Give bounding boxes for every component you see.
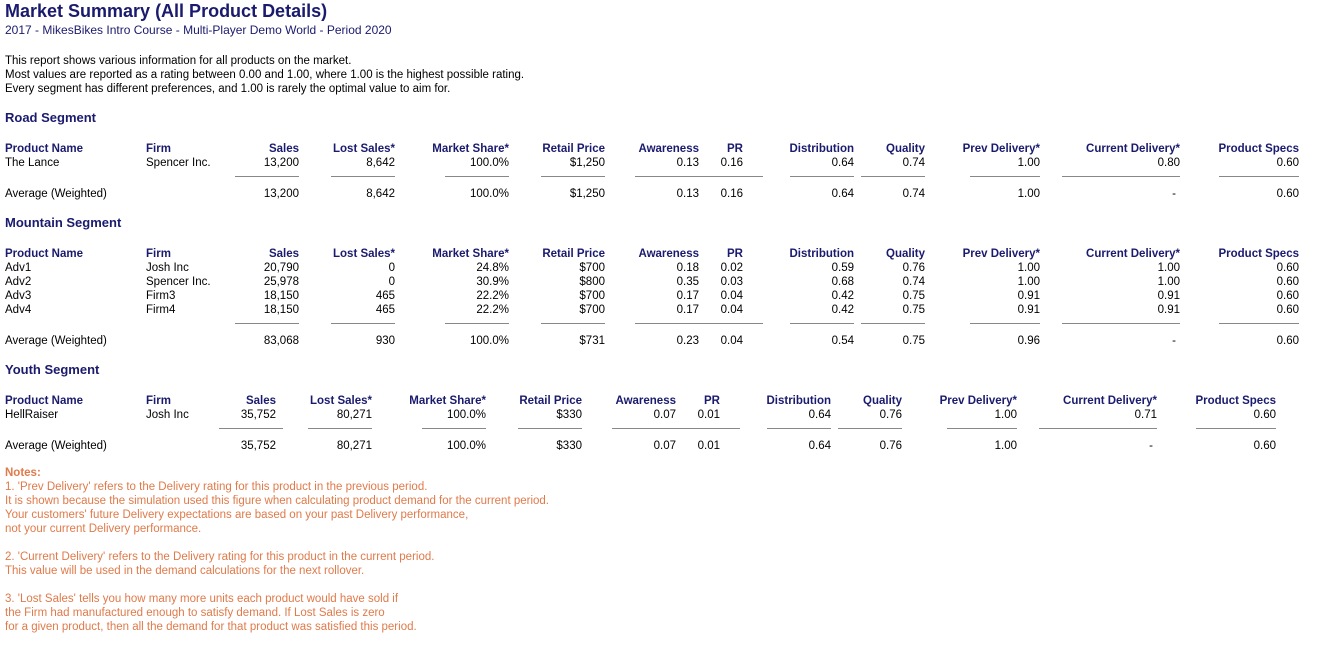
separator-row xyxy=(5,317,1299,331)
separator-line xyxy=(331,323,395,324)
column-header-sales: Sales xyxy=(245,395,276,407)
cell-retail-price: $330 xyxy=(556,409,582,421)
average-cell-product-name: Average (Weighted) xyxy=(5,335,107,347)
average-cell-retail-price: $731 xyxy=(579,335,605,347)
separator-line xyxy=(970,323,1040,324)
separator-cell xyxy=(925,170,1040,184)
separator-line xyxy=(1196,428,1276,429)
mountain-segment-table xyxy=(5,247,1299,348)
note-line: 2. 'Current Delivery' refers to the Delivery rating for this product in the current period. xyxy=(5,551,435,563)
column-header-sales: Sales xyxy=(268,143,299,155)
cell-distribution: 0.42 xyxy=(831,304,854,316)
cell-distribution: 0.59 xyxy=(831,262,854,274)
average-cell-sales: 35,752 xyxy=(240,440,276,452)
separator-line xyxy=(219,428,283,429)
cell-firm: Josh Inc xyxy=(146,262,189,274)
average-cell-firm xyxy=(146,331,219,348)
cell-pr: 0.01 xyxy=(697,409,720,421)
cell-awareness: 0.18 xyxy=(676,262,699,274)
average-cell-market-share: 100.0% xyxy=(469,335,509,347)
note-spacer xyxy=(5,536,549,550)
average-cell-product-name: Average (Weighted) xyxy=(5,188,107,200)
separator-cell xyxy=(509,317,605,331)
separator-cell xyxy=(146,422,219,436)
average-cell-quality: 0.75 xyxy=(902,335,925,347)
average-cell-awareness: 0.13 xyxy=(676,188,699,200)
average-cell-pr: 0.01 xyxy=(697,440,720,452)
average-cell-retail-price: $1,250 xyxy=(569,188,605,200)
table-row xyxy=(5,303,1299,317)
cell-prev-delivery: 1.00 xyxy=(1017,262,1040,274)
separator-line xyxy=(308,428,372,429)
cell-awareness: 0.35 xyxy=(676,276,699,288)
separator-row xyxy=(5,170,1299,184)
average-cell-lost-sales: 80,271 xyxy=(336,440,372,452)
column-header-lost-sales: Lost Sales* xyxy=(310,395,372,407)
separator-cell xyxy=(854,317,925,331)
cell-quality: 0.76 xyxy=(902,262,925,274)
cell-current-delivery: 0.91 xyxy=(1157,290,1180,302)
column-header-awareness: Awareness xyxy=(638,143,699,155)
separator-cell xyxy=(831,422,902,436)
page-subtitle: 2017 - MikesBikes Intro Course - Multi-Player Demo World - Period 2020 xyxy=(5,23,392,37)
average-cell-prev-delivery: 1.00 xyxy=(1017,188,1040,200)
separator-cell xyxy=(676,422,720,436)
note-spacer xyxy=(5,578,549,592)
separator-cell xyxy=(1017,422,1157,436)
table-row xyxy=(5,261,1299,275)
average-cell-current-delivery: - xyxy=(1172,335,1176,347)
cell-firm: Spencer Inc. xyxy=(146,276,211,288)
cell-current-delivery: 0.71 xyxy=(1134,409,1157,421)
cell-product-name: Adv3 xyxy=(5,290,32,302)
column-header-pr: PR xyxy=(727,248,743,260)
column-header-lost-sales: Lost Sales* xyxy=(333,143,395,155)
average-cell-sales: 13,200 xyxy=(263,188,299,200)
separator-line xyxy=(445,176,509,177)
column-header-awareness: Awareness xyxy=(638,248,699,260)
separator-line xyxy=(635,176,699,177)
cell-lost-sales: 0 xyxy=(388,276,395,288)
separator-cell xyxy=(509,170,605,184)
separator-cell xyxy=(699,170,743,184)
column-header-product-name: Product Name xyxy=(5,395,83,407)
page-title: Market Summary (All Product Details) xyxy=(5,1,328,21)
average-cell-product-specs: 0.60 xyxy=(1276,188,1299,200)
column-header-quality: Quality xyxy=(886,248,925,260)
cell-firm: Josh Inc xyxy=(146,409,189,421)
note-line: 1. 'Prev Delivery' refers to the Delivery rating for this product in the previous period. xyxy=(5,481,428,493)
cell-product-specs: 0.60 xyxy=(1276,157,1299,169)
separator-cell xyxy=(219,170,299,184)
separator-line xyxy=(790,176,854,177)
cell-quality: 0.75 xyxy=(902,304,925,316)
average-cell-awareness: 0.07 xyxy=(653,440,676,452)
intro-text xyxy=(5,54,524,96)
average-cell-awareness: 0.23 xyxy=(676,335,699,347)
separator-cell xyxy=(219,317,299,331)
average-cell-distribution: 0.54 xyxy=(831,335,854,347)
cell-product-name: HellRaiser xyxy=(5,409,59,421)
separator-cell xyxy=(395,170,509,184)
cell-product-specs: 0.60 xyxy=(1276,276,1299,288)
column-header-firm: Firm xyxy=(146,248,171,260)
average-cell-product-name: Average (Weighted) xyxy=(5,440,107,452)
cell-pr: 0.04 xyxy=(720,304,743,316)
average-cell-distribution: 0.64 xyxy=(831,188,854,200)
cell-retail-price: $700 xyxy=(579,290,605,302)
cell-prev-delivery: 0.91 xyxy=(1017,290,1040,302)
note-line: Your customers' future Delivery expectations are based on your past Delivery performance, xyxy=(5,509,469,521)
cell-product-specs: 0.60 xyxy=(1253,409,1276,421)
intro-line: This report shows various information for all products on the market. xyxy=(5,55,352,67)
separator-cell xyxy=(925,317,1040,331)
cell-pr: 0.03 xyxy=(720,276,743,288)
separator-cell xyxy=(299,170,395,184)
column-header-product-name: Product Name xyxy=(5,143,83,155)
separator-line xyxy=(235,323,299,324)
separator-line xyxy=(331,176,395,177)
cell-market-share: 100.0% xyxy=(469,157,509,169)
average-cell-quality: 0.76 xyxy=(879,440,902,452)
separator-cell xyxy=(219,422,276,436)
cell-product-specs: 0.60 xyxy=(1276,290,1299,302)
average-cell-market-share: 100.0% xyxy=(469,188,509,200)
average-row xyxy=(5,436,1276,453)
cell-quality: 0.74 xyxy=(902,157,925,169)
separator-line xyxy=(861,176,925,177)
column-header-product-name: Product Name xyxy=(5,248,83,260)
column-header-product-specs: Product Specs xyxy=(1218,143,1299,155)
cell-lost-sales: 8,642 xyxy=(366,157,395,169)
column-header-prev-delivery: Prev Delivery* xyxy=(962,143,1040,155)
separator-line xyxy=(541,323,605,324)
average-cell-pr: 0.16 xyxy=(720,188,743,200)
separator-cell xyxy=(372,422,486,436)
average-cell-product-specs: 0.60 xyxy=(1276,335,1299,347)
average-cell-prev-delivery: 1.00 xyxy=(994,440,1017,452)
average-cell-distribution: 0.64 xyxy=(808,440,831,452)
separator-cell xyxy=(1180,317,1299,331)
separator-line xyxy=(1062,176,1180,177)
column-header-retail-price: Retail Price xyxy=(542,248,605,260)
cell-prev-delivery: 0.91 xyxy=(1017,304,1040,316)
separator-cell xyxy=(582,422,676,436)
average-cell-retail-price: $330 xyxy=(556,440,582,452)
note-line: It is shown because the simulation used this figure when calculating product demand for the current period. xyxy=(5,495,550,507)
note-line: not your current Delivery performance. xyxy=(5,523,202,535)
average-row xyxy=(5,184,1299,201)
separator-cell xyxy=(1040,170,1180,184)
separator-cell xyxy=(699,317,743,331)
cell-current-delivery: 0.80 xyxy=(1157,157,1180,169)
cell-quality: 0.75 xyxy=(902,290,925,302)
youth-segment-title: Youth Segment xyxy=(5,362,100,377)
table-header-row xyxy=(5,247,1299,261)
cell-current-delivery: 1.00 xyxy=(1157,276,1180,288)
cell-retail-price: $1,250 xyxy=(569,157,605,169)
cell-sales: 20,790 xyxy=(263,262,299,274)
column-header-market-share: Market Share* xyxy=(409,395,486,407)
cell-product-name: Adv4 xyxy=(5,304,32,316)
separator-line xyxy=(947,428,1017,429)
column-header-firm: Firm xyxy=(146,143,171,155)
cell-lost-sales: 80,271 xyxy=(336,409,372,421)
average-cell-lost-sales: 930 xyxy=(375,335,395,347)
separator-line xyxy=(676,428,740,429)
average-cell-firm xyxy=(146,184,219,201)
column-header-distribution: Distribution xyxy=(789,248,854,260)
column-header-awareness: Awareness xyxy=(615,395,676,407)
cell-firm: Firm4 xyxy=(146,304,176,316)
cell-awareness: 0.17 xyxy=(676,304,699,316)
column-header-lost-sales: Lost Sales* xyxy=(333,248,395,260)
cell-pr: 0.02 xyxy=(720,262,743,274)
average-cell-quality: 0.74 xyxy=(902,188,925,200)
separator-cell xyxy=(299,317,395,331)
cell-current-delivery: 1.00 xyxy=(1157,262,1180,274)
notes-section xyxy=(5,466,549,634)
average-cell-pr: 0.04 xyxy=(720,335,743,347)
separator-line xyxy=(445,323,509,324)
separator-line xyxy=(699,176,763,177)
intro-line: Every segment has different preferences, and 1.00 is rarely the optimal value to aim for. xyxy=(5,83,451,95)
separator-line xyxy=(635,323,699,324)
cell-product-name: Adv2 xyxy=(5,276,32,288)
separator-line xyxy=(518,428,582,429)
separator-line xyxy=(612,428,676,429)
cell-sales: 35,752 xyxy=(240,409,276,421)
separator-line xyxy=(790,323,854,324)
cell-retail-price: $700 xyxy=(579,262,605,274)
average-cell-market-share: 100.0% xyxy=(446,440,486,452)
separator-line xyxy=(1219,176,1299,177)
intro-line: Most values are reported as a rating between 0.00 and 1.00, where 1.00 is the highest possible rating. xyxy=(5,69,525,81)
cell-lost-sales: 465 xyxy=(375,304,395,316)
average-cell-prev-delivery: 0.96 xyxy=(1017,335,1040,347)
average-row xyxy=(5,331,1299,348)
cell-market-share: 22.2% xyxy=(476,290,509,302)
separator-cell xyxy=(276,422,372,436)
separator-line xyxy=(1219,323,1299,324)
table-header-row xyxy=(5,142,1299,156)
table-row xyxy=(5,408,1276,422)
cell-current-delivery: 0.91 xyxy=(1157,304,1180,316)
separator-cell xyxy=(146,317,219,331)
separator-cell xyxy=(1180,170,1299,184)
column-header-product-specs: Product Specs xyxy=(1218,248,1299,260)
note-line: 3. 'Lost Sales' tells you how many more units each product would have sold if xyxy=(5,593,399,605)
cell-market-share: 22.2% xyxy=(476,304,509,316)
cell-awareness: 0.13 xyxy=(676,157,699,169)
separator-row xyxy=(5,422,1276,436)
column-header-current-delivery: Current Delivery* xyxy=(1086,248,1180,260)
column-header-market-share: Market Share* xyxy=(432,248,509,260)
separator-line xyxy=(699,323,763,324)
column-header-firm: Firm xyxy=(146,395,171,407)
mountain-segment-title: Mountain Segment xyxy=(5,215,122,230)
cell-product-specs: 0.60 xyxy=(1276,262,1299,274)
cell-awareness: 0.17 xyxy=(676,290,699,302)
cell-sales: 18,150 xyxy=(263,290,299,302)
table-row xyxy=(5,289,1299,303)
separator-cell xyxy=(902,422,1017,436)
youth-segment-table xyxy=(5,394,1276,453)
note-line: for a given product, then all the demand for that product was satisfied this period. xyxy=(5,621,417,633)
column-header-market-share: Market Share* xyxy=(432,143,509,155)
separator-line xyxy=(235,176,299,177)
column-header-quality: Quality xyxy=(863,395,902,407)
separator-line xyxy=(422,428,486,429)
separator-line xyxy=(541,176,605,177)
cell-market-share: 100.0% xyxy=(446,409,486,421)
cell-retail-price: $800 xyxy=(579,276,605,288)
note-line: the Firm had manufactured enough to satisfy demand. If Lost Sales is zero xyxy=(5,607,385,619)
separator-line xyxy=(1062,323,1180,324)
cell-product-name: Adv1 xyxy=(5,262,32,274)
separator-cell xyxy=(1040,317,1180,331)
column-header-quality: Quality xyxy=(886,143,925,155)
column-header-retail-price: Retail Price xyxy=(542,143,605,155)
cell-sales: 18,150 xyxy=(263,304,299,316)
cell-pr: 0.16 xyxy=(720,157,743,169)
separator-line xyxy=(767,428,831,429)
cell-lost-sales: 0 xyxy=(388,262,395,274)
cell-pr: 0.04 xyxy=(720,290,743,302)
separator-cell xyxy=(854,170,925,184)
separator-line xyxy=(970,176,1040,177)
column-header-pr: PR xyxy=(727,143,743,155)
cell-firm: Spencer Inc. xyxy=(146,157,211,169)
separator-cell xyxy=(5,422,146,436)
column-header-prev-delivery: Prev Delivery* xyxy=(962,248,1040,260)
separator-line xyxy=(1039,428,1157,429)
separator-cell xyxy=(605,170,699,184)
separator-line xyxy=(838,428,902,429)
column-header-current-delivery: Current Delivery* xyxy=(1086,143,1180,155)
cell-distribution: 0.68 xyxy=(831,276,854,288)
cell-prev-delivery: 1.00 xyxy=(1017,157,1040,169)
average-cell-current-delivery: - xyxy=(1149,440,1153,452)
separator-cell xyxy=(1157,422,1276,436)
cell-sales: 13,200 xyxy=(263,157,299,169)
average-cell-sales: 83,068 xyxy=(263,335,299,347)
average-cell-product-specs: 0.60 xyxy=(1253,440,1276,452)
cell-product-specs: 0.60 xyxy=(1276,304,1299,316)
table-header-row xyxy=(5,394,1276,408)
average-cell-firm xyxy=(146,436,219,453)
separator-cell xyxy=(395,317,509,331)
cell-prev-delivery: 1.00 xyxy=(1017,276,1040,288)
cell-distribution: 0.42 xyxy=(831,290,854,302)
cell-quality: 0.76 xyxy=(879,409,902,421)
column-header-sales: Sales xyxy=(268,248,299,260)
cell-quality: 0.74 xyxy=(902,276,925,288)
separator-cell xyxy=(605,317,699,331)
column-header-pr: PR xyxy=(704,395,720,407)
cell-firm: Firm3 xyxy=(146,290,176,302)
cell-prev-delivery: 1.00 xyxy=(994,409,1017,421)
cell-sales: 25,978 xyxy=(263,276,299,288)
cell-market-share: 24.8% xyxy=(476,262,509,274)
cell-distribution: 0.64 xyxy=(831,157,854,169)
note-line: This value will be used in the demand calculations for the next rollover. xyxy=(5,565,365,577)
cell-product-name: The Lance xyxy=(5,157,60,169)
average-cell-current-delivery: - xyxy=(1172,188,1176,200)
table-row xyxy=(5,275,1299,289)
separator-cell xyxy=(146,170,219,184)
cell-market-share: 30.9% xyxy=(476,276,509,288)
column-header-current-delivery: Current Delivery* xyxy=(1063,395,1157,407)
cell-distribution: 0.64 xyxy=(808,409,831,421)
average-cell-lost-sales: 8,642 xyxy=(366,188,395,200)
separator-cell xyxy=(5,317,146,331)
cell-retail-price: $700 xyxy=(579,304,605,316)
column-header-prev-delivery: Prev Delivery* xyxy=(939,395,1017,407)
separator-cell xyxy=(486,422,582,436)
road-segment-table xyxy=(5,142,1299,201)
cell-awareness: 0.07 xyxy=(653,409,676,421)
column-header-distribution: Distribution xyxy=(766,395,831,407)
cell-lost-sales: 465 xyxy=(375,290,395,302)
road-segment-title: Road Segment xyxy=(5,110,97,125)
column-header-retail-price: Retail Price xyxy=(519,395,582,407)
table-row xyxy=(5,156,1299,170)
column-header-product-specs: Product Specs xyxy=(1195,395,1276,407)
notes-title: Notes: xyxy=(5,467,41,479)
separator-line xyxy=(861,323,925,324)
column-header-distribution: Distribution xyxy=(789,143,854,155)
separator-cell xyxy=(5,170,146,184)
